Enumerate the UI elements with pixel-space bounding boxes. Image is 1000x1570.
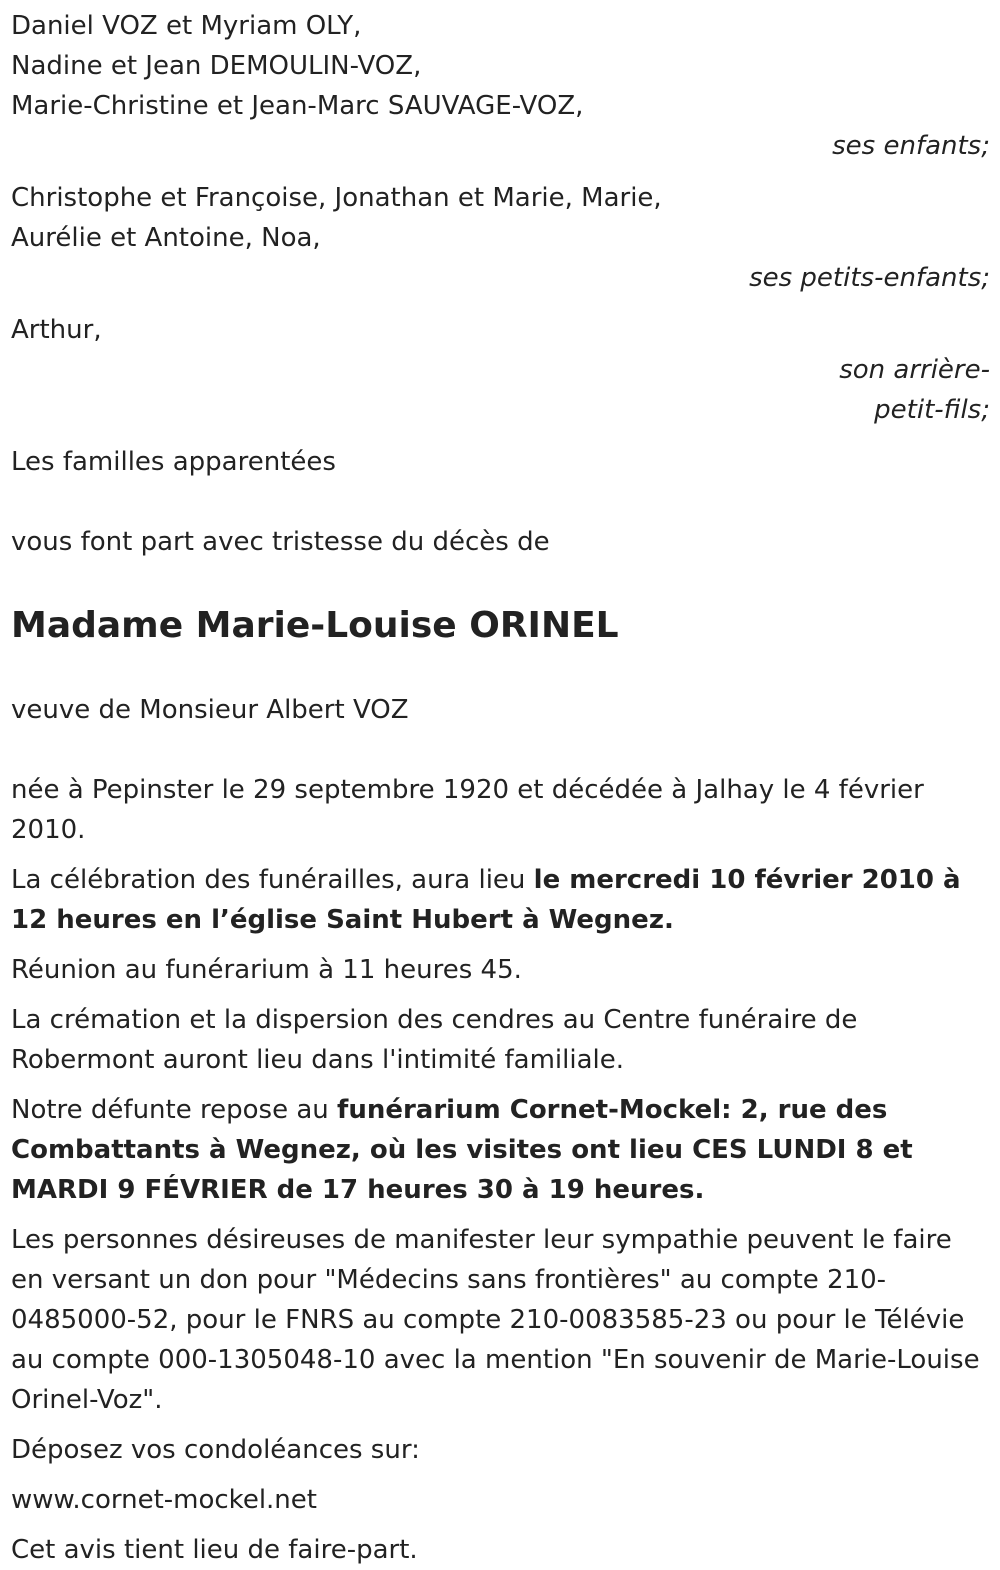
deceased-name: Madame Marie-Louise ORINEL [11,605,619,646]
related-families: Les familles apparentées [11,447,336,477]
grandchildren-group [11,178,990,298]
grandchild-line: Aurélie et Antoine, Noa, [11,223,321,253]
visit-intro: Notre défunte repose au [11,1095,338,1125]
ceremony-paragraph [11,860,990,940]
ceremony-intro: La célébration des funérailles, aura lieu [11,865,534,895]
cremation-text: La crémation et la dispersion des cendres au Centre funéraire de Robermont auront lieu dans l'intimité familiale. [11,1005,858,1075]
great-grandchild-role: son arrière- [839,355,990,385]
great-grandchild-group [11,310,990,430]
website-link[interactable]: www.cornet-mockel.net [11,1485,317,1515]
announcement-text: vous font part avec tristesse du décès de [11,527,550,557]
meeting-text: Réunion au funérarium à 11 heures 45. [11,955,522,985]
children-role: ses enfants; [832,131,990,161]
child-line: Marie-Christine et Jean-Marc SAUVAGE-VOZ, [11,91,584,121]
grandchildren-role: ses petits-enfants; [749,263,990,293]
great-grandchild-line: Arthur, [11,315,102,345]
child-line: Daniel VOZ et Myriam OLY, [11,11,362,41]
children-group [11,6,990,166]
grandchild-line: Christophe et Françoise, Jonathan et Marie, Marie, [11,183,662,213]
closing-text: Cet avis tient lieu de faire-part. [11,1535,418,1565]
donations-text: Les personnes désireuses de manifester leur sympathie peuvent le faire en versant un don pour "Médecins sans frontières" au compte 210-0485000-52, pour le FNRS au compte 210-0083585-23 ou pour le Télévie au compte 000-1305048-10 avec la mention "En souvenir de Marie-Louise Orinel-Voz". [11,1225,980,1415]
visit-details: funérarium Cornet-Mockel: 2, rue des Combattants à Wegnez, où les visites ont lieu CES LUNDI 8 et MARDI 9 FÉVRIER de 17 heures 30 à 19 heures. [11,1095,913,1205]
ceremony-details: le mercredi 10 février 2010 à 12 heures en l’église Saint Hubert à Wegnez. [11,865,961,935]
condolences-label: Déposez vos condoléances sur: [11,1435,420,1465]
widow-of: veuve de Monsieur Albert VOZ [11,695,409,725]
child-line: Nadine et Jean DEMOULIN-VOZ, [11,51,422,81]
great-grandchild-role: petit-fils; [874,395,990,425]
birth-death-text: née à Pepinster le 29 septembre 1920 et décédée à Jalhay le 4 février 2010. [11,775,924,845]
visit-paragraph [11,1090,990,1210]
